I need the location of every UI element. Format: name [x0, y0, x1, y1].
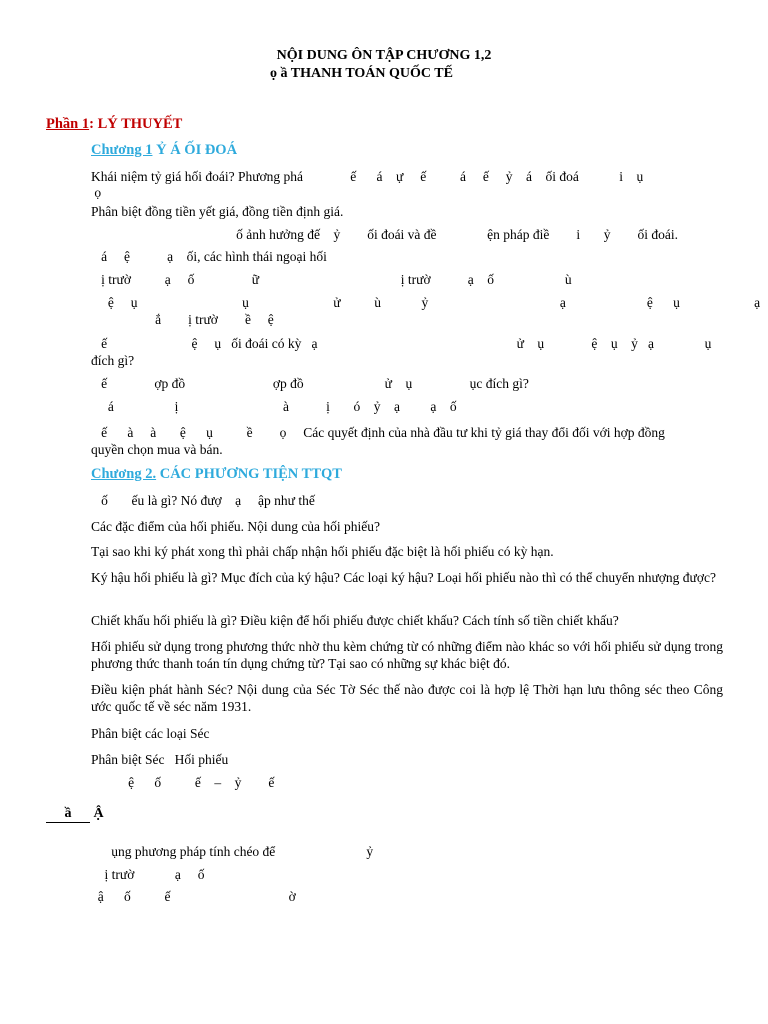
chapter1-line: á ị à ị ó ỷ ạ ạ ố	[91, 399, 457, 414]
chapter1-line: ế ợp đồ ợp đồ ử ụ ục đích gì?	[91, 376, 529, 391]
chapter2-paragraph: Ký hậu hối phiếu là gì? Mục đích của ký hậu? Các loại ký hậu? Loại hối phiếu nào thì có thể chuyển nhượng được?	[91, 570, 716, 585]
part1-title: : LÝ THUYẾT	[89, 116, 183, 132]
chapter2-line: ệ ố ế – ỷ ế	[91, 775, 275, 790]
chapter1-line: Phân biệt đồng tiền yết giá, đồng tiền định giá.	[91, 204, 344, 219]
part2-title: Ậ	[90, 806, 104, 821]
chapter2-paragraph: Điều kiện phát hành Séc? Nội dung của Séc Tờ Séc thế nào được coi là hợp lệ Thời hạn lưu thông séc theo Công ước quốc tế về séc năm 1931.	[91, 682, 723, 714]
chapter1-line: quyền chọn mua và bán.	[91, 442, 223, 457]
chapter1-line: ế à à ệ ụ ề ọ Các quyết định của nhà đầu tư khi tỷ giá thay đổi đối với hợp đồng	[91, 425, 665, 440]
chapter2-line: Phân biệt các loại Séc	[91, 726, 210, 741]
chapter2-paragraph: Chiết khấu hối phiếu là gì? Điều kiện để hối phiếu được chiết khấu? Cách tính số tiền chiết khấu?	[91, 613, 619, 628]
chapter1-line: ế ệ ụ ối đoái có kỳ ạ ử ụ ệ ụ ỷ ạ ụ	[91, 336, 712, 351]
part2-label: ầ	[46, 806, 90, 823]
chapter1-line: ố ảnh hưởng đế ỷ ối đoái và đề ện pháp điề i ỷ ối đoái.	[91, 227, 679, 242]
chapter1-line: đích gì?	[91, 353, 135, 368]
chapter2-heading	[91, 466, 342, 483]
chapter1-line: ệ ụ ụ ử ù ỷ ạ ệ ụ ạ	[91, 295, 761, 310]
chapter1-line: ắ ị trườ ề ệ	[91, 312, 274, 327]
part1-heading	[46, 116, 182, 133]
chapter2-paragraph: Hối phiếu sử dụng trong phương thức nhờ thu kèm chứng từ có những điểm nào khác so với hối phiếu sử dụng trong phương thức thanh toán tín dụng chứng từ? Tại sao có những sự khác biệt đó.	[91, 639, 723, 671]
document-subtitle: ọ ầ THANH TOÁN QUỐC TẾ	[270, 66, 453, 81]
chapter2-line: Các đặc điểm của hối phiếu. Nội dung của hối phiếu?	[91, 519, 381, 534]
chapter2-line: ố ếu là gì? Nó đượ ạ ập như thế	[91, 493, 315, 508]
part2-line: ậ ố ế ờ	[91, 889, 296, 904]
document-title: NỘI DUNG ÔN TẬP CHƯƠNG 1,2	[276, 48, 492, 63]
part1-label: Phần 1	[46, 116, 90, 132]
chapter1-line: ọ	[91, 185, 102, 200]
chapter1-line: ị trườ ạ ố ữ ị trườ ạ ố ù	[91, 272, 572, 287]
part2-heading	[46, 806, 104, 823]
chapter2-line: Tại sao khi ký phát xong thì phải chấp nhận hối phiếu đặc biệt là hối phiếu có kỳ hạn.	[91, 544, 554, 559]
part2-line: ụng phương pháp tính chéo để ỷ	[91, 844, 374, 859]
chapter2-label: Chương 2.	[91, 466, 157, 482]
chapter1-label: Chương 1	[91, 142, 153, 158]
part2-line: ị trườ ạ ố	[91, 867, 205, 882]
chapter1-line: Khái niệm tỷ giá hối đoái? Phương phá ế á ự ế á ế ỷ á ối đoá i ụ	[91, 169, 644, 184]
chapter1-title: Ỷ Á ỐI ĐOÁ	[152, 142, 238, 158]
chapter1-heading	[91, 142, 237, 159]
chapter2-title: CÁC PHƯƠNG TIỆN TTQT	[156, 466, 342, 482]
chapter1-line: á ệ ạ ối, các hình thái ngoại hối	[91, 249, 327, 264]
chapter2-line: Phân biệt Séc Hối phiếu	[91, 752, 229, 767]
